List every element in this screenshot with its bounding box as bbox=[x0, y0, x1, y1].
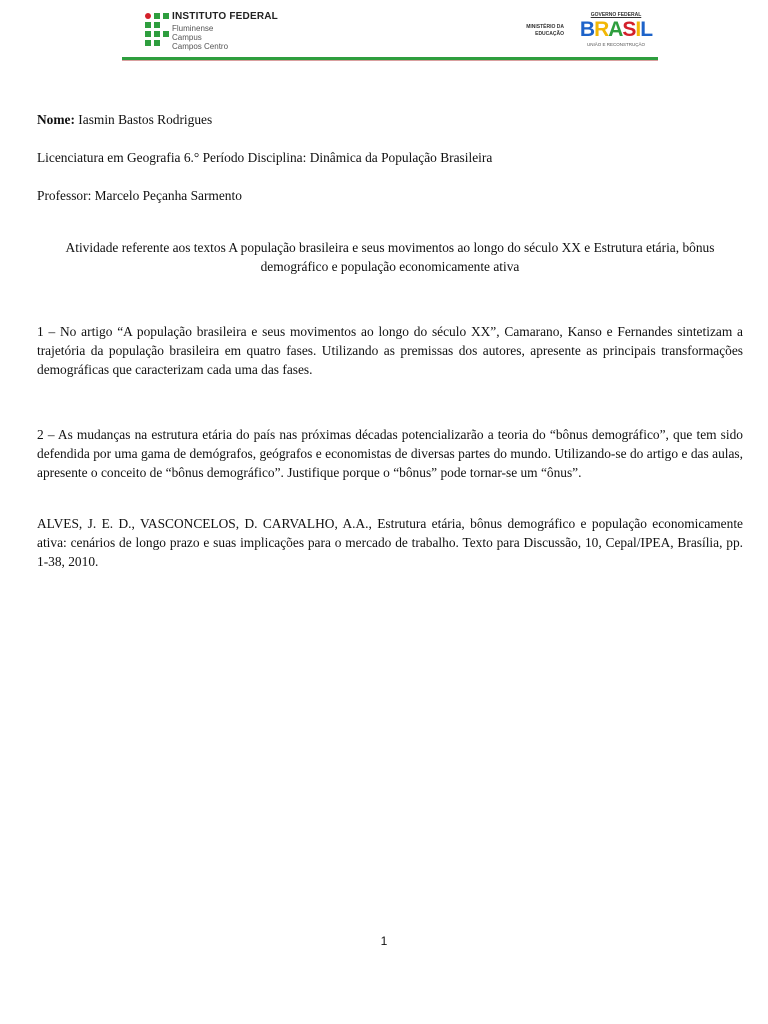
header-divider-accent bbox=[122, 60, 658, 61]
institution-line2: Fluminense bbox=[172, 24, 214, 33]
gov-top-text: GOVERNO FEDERAL bbox=[590, 12, 642, 18]
professor-line: Professor: Marcelo Peçanha Sarmento bbox=[37, 188, 242, 203]
instituto-federal-logo-icon bbox=[145, 13, 169, 47]
ministry-label bbox=[512, 24, 564, 38]
brasil-wordmark: B R A S I L bbox=[579, 18, 653, 41]
bibliographic-reference: ALVES, J. E. D., VASCONCELOS, D. CARVALHO, A.A., Estrutura etária, bônus demográfico e população economicamente ativa: cenários de longo prazo e suas implicações para o mercado de trabalho. Texto para Discussão, 10, Cepal/IPEA, Brasília, pp. 1-38, 2010. bbox=[37, 516, 743, 569]
ministry-line2: EDUCAÇÃO bbox=[535, 31, 564, 37]
activity-title: Atividade referente aos textos A população brasileira e seus movimentos ao longo do século XX e Estrutura etária, bônus demográfico e população economicamente ativa bbox=[65, 240, 715, 274]
gov-bottom-text: UNIÃO E RECONSTRUÇÃO bbox=[586, 42, 645, 47]
page-number: 1 bbox=[380, 934, 388, 948]
name-label: Nome: bbox=[37, 112, 75, 127]
name-value: Iasmin Bastos Rodrigues bbox=[74, 112, 213, 127]
institution-name: INSTITUTO FEDERAL bbox=[172, 11, 278, 22]
institution-line3: Campus bbox=[172, 33, 202, 42]
course-line: Licenciatura em Geografia 6.° Período Disciplina: Dinâmica da População Brasileira bbox=[37, 150, 493, 165]
page-header bbox=[122, 8, 658, 62]
institution-name-block bbox=[172, 12, 278, 51]
question-2: 2 – As mudanças na estrutura etária do país nas próximas décadas potencializarão a teoria do “bônus demográfico”, que tem sido defendida por uma gama de demógrafos, geógrafos e economistas de diversas partes do mundo. Utilizando-se do artigo e das aulas, apresente o conceito de “bônus demográfico”. Justifique porque o “bônus” pode tornar-se um “ônus”. bbox=[37, 427, 743, 480]
question-1: 1 – No artigo “A população brasileira e seus movimentos ao longo do século XX”, Camarano, Kanso e Fernandes sintetizam a trajetória da população brasileira em quatro fases. Utilizando as premissas dos autores, apresente as principais transformações demográficas que caracterizam cada uma das fases. bbox=[37, 324, 743, 377]
student-name-line bbox=[37, 110, 743, 129]
ministry-line1: MINISTÉRIO DA bbox=[526, 24, 564, 30]
governo-federal-logo bbox=[574, 12, 658, 56]
institution-line4: Campos Centro bbox=[172, 42, 229, 51]
